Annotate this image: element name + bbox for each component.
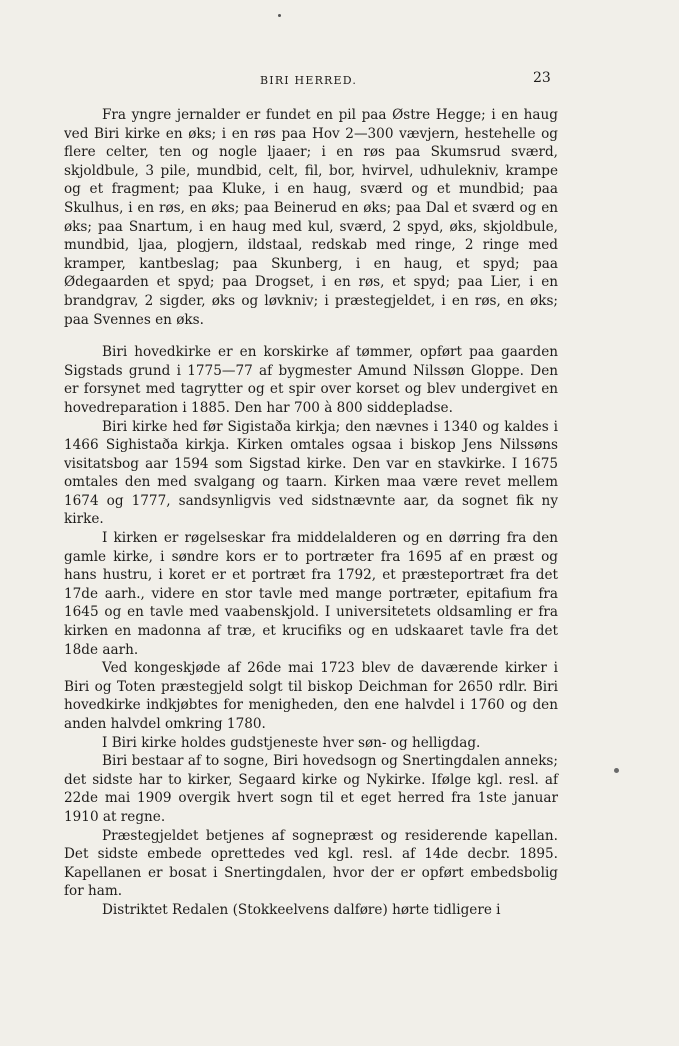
paragraph-iron-age-finds: Fra yngre jernalder er fundet en pil paa Østre Hegge; i en haug ved Biri kirke en øks; i en røs paa Hov 2—300 vævjern, hestehelle og flere celter, ten og nogle ljaaer; i en røs paa Skumsrud sværd, skjoldbule, 3 pile, mundbid, celt, fil, bor, hvirvel, udhulekniv, krampe og et fragment; paa Kluke, i en haug, sværd og et mundbid; paa Skulhus, i en røs, en øks; paa Beinerud en øks; paa Dal et sværd og en øks; paa Snartum, i en haug med kul, sværd, 2 spyd, øks, skjoldbule, mundbid, ljaa, plogjern, ildstaal, redskab med ringe, 2 ringe med kramper, kantbeslag; paa Skunberg, i en haug, et spyd; paa Ødegaarden et spyd; paa Drogset, i en røs, et spyd; paa Lier, i en brandgrav, 2 sigder, øks og løvkniv; i præstegjeldet, i en røs, en øks; paa Svennes en øks. [64, 107, 558, 328]
body-text [64, 106, 558, 920]
paragraph-services: I Biri kirke holdes gudstjeneste hver søn- og helligdag. [102, 734, 481, 751]
paragraph-royal-deed: Ved kongeskjøde af 26de mai 1723 blev de daværende kirker i Biri og Toten præstegjeld solgt til biskop Deichman for 2650 rdlr. Biri hovedkirke indkjøbtes for menigheden, den ene halvdel i 1760 og den anden halvdel omkring 1780. [64, 660, 558, 732]
page-number: 23 [533, 70, 551, 86]
paragraph-redalen: Distriktet Redalen (Stokkeelvens dalføre) hørte tidligere i [102, 901, 501, 918]
ink-speck [614, 768, 619, 773]
page-header [0, 70, 679, 90]
paragraph-parishes: Biri bestaar af to sogne, Biri hovedsogn og Snertingdalen anneks; det sidste har to kirker, Segaard kirke og Nykirke. Ifølge kgl. resl. af 22de mai 1909 overgik hvert sogn til et eget herred fra 1ste januar 1910 at regne. [64, 753, 558, 825]
paragraph-church-interior: I kirken er røgelseskar fra middelalderen og en dørring fra den gamle kirke, i søndre kors er to portræter fra 1695 af en præst og hans hustru, i koret er et portræt fra 1792, et præsteportræt fra det 17de aarh., videre en stor tavle med mange portræter, epitafium fra 1645 og en tavle med vaabenskjold. I universitetets oldsamling er fra kirken en madonna af træ, et krucifiks og en udskaaret tavle fra det 18de aarh. [64, 530, 558, 658]
running-title: BIRI HERRED. [260, 74, 358, 87]
paragraph-church-history: Biri kirke hed før Sigistaða kirkja; den nævnes i 1340 og kaldes i 1466 Sighistaða kirkja. Kirken omtales ogsaa i biskop Jens Nilssøns visitatsbog aar 1594 som Sigstad kirke. Den var en stavkirke. I 1675 omtales den med svalgang og taarn. Kirken maa være revet mellem 1674 og 1777, sandsynligvis ved sidstnævnte aar, da sognet fik ny kirke. [64, 418, 558, 528]
paragraph-main-church: Biri hovedkirke er en korskirke af tømmer, opført paa gaarden Sigstads grund i 1775—77 af bygmester Amund Nilssøn Gloppe. Den er forsynet med tagrytter og et spir over korset og blev undergivet en hovedreparation i 1885. Den har 700 à 800 siddepladse. [64, 344, 558, 416]
paragraph-clergy: Præstegjeldet betjenes af sognepræst og residerende kapellan. Det sidste embede oprettedes ved kgl. resl. af 14de decbr. 1895. Kapellanen er bosat i Snertingdalen, hvor der er opført embedsbolig for ham. [64, 827, 558, 900]
ink-speck [278, 14, 281, 17]
